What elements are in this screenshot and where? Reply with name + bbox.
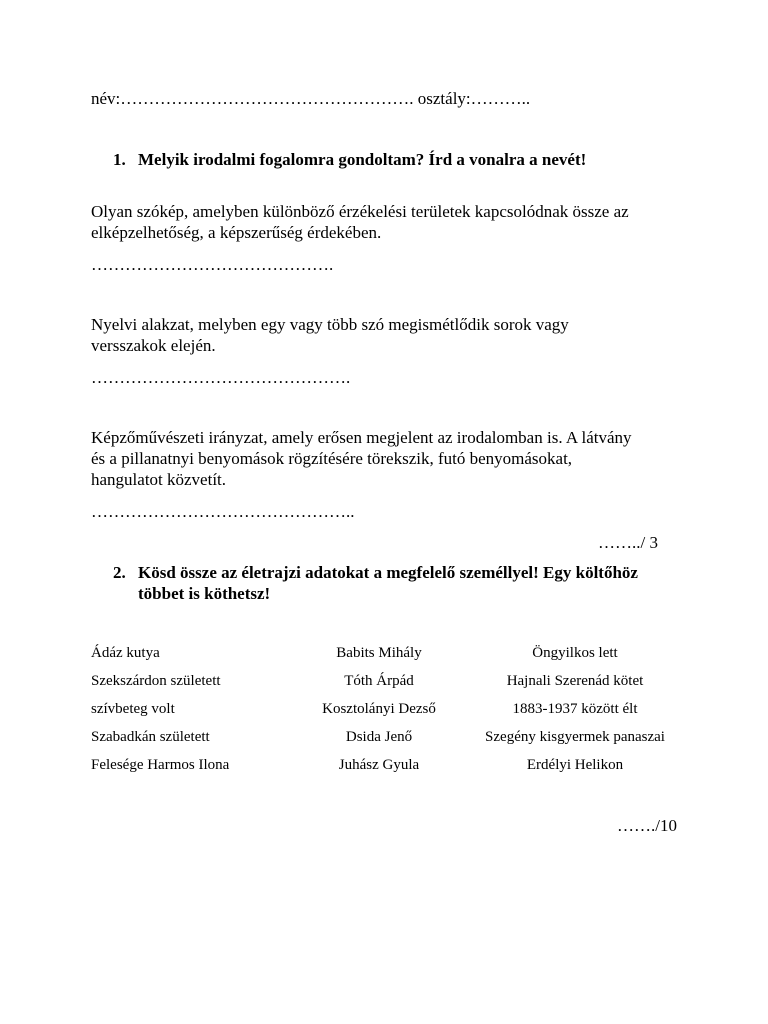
task-1-item-1-answer-line[interactable]: ……………………………………. [91,255,334,274]
name-class-line: név:……………………………………………. osztály:……….. [91,89,531,108]
task-1-item-1-line-1: Olyan szókép, amelyben különböző érzékelési területek kapcsolódnak össze az [91,202,629,221]
fact-item[interactable]: Felesége Harmos Ilona [91,757,230,773]
task-1-title: Melyik irodalmi fogalomra gondoltam? Írd a vonalra a nevét! [138,150,587,169]
task-1-item-3-line-3: hangulatot közvetít. [91,470,227,489]
poet-item[interactable]: Dsida Jenő [345,729,413,745]
task-1-item-2-line-2: versszakok elején. [91,336,216,355]
fact-item[interactable]: szívbeteg volt [91,701,175,717]
task-1-score: ……../ 3 [598,533,658,552]
fact-item[interactable]: Szegény kisgyermek panaszai [485,729,665,745]
task-1-item-2-answer-line[interactable]: ………………………………………. [91,368,351,387]
poet-item[interactable]: Juhász Gyula [338,757,420,773]
fact-item[interactable]: 1883-1937 között élt [512,701,638,717]
fact-item[interactable]: Ádáz kutya [91,645,160,661]
poet-item[interactable]: Tóth Árpád [344,673,414,689]
task-2-score: ……./10 [617,816,677,835]
task-1-item-2-line-1: Nyelvi alakzat, melyben egy vagy több szó megismétlődik sorok vagy [91,315,569,334]
task-2-number: 2. [113,563,126,582]
fact-item[interactable]: Szabadkán született [91,729,210,745]
task-1-number: 1. [113,150,126,169]
poet-item[interactable]: Kosztolányi Dezső [322,701,436,717]
task-1-item-3-line-2: és a pillanatnyi benyomások rögzítésére törekszik, futó benyomásokat, [91,449,573,468]
fact-item[interactable]: Szekszárdon született [91,673,221,689]
fact-item[interactable]: Hajnali Szerenád kötet [506,673,644,689]
fact-item[interactable]: Öngyilkos lett [532,645,618,661]
task-2-title-line-1: Kösd össze az életrajzi adatokat a megfelelő személlyel! Egy költőhöz [138,563,638,582]
task-1-item-3-line-1: Képzőművészeti irányzat, amely erősen megjelent az irodalomban is. A látvány [91,428,632,447]
poet-item[interactable]: Babits Mihály [336,645,422,661]
task-1-item-1-line-2: elképzelhetőség, a képszerűség érdekében. [91,223,382,242]
task-2-title-line-2: többet is köthetsz! [138,584,271,603]
task-1-item-3-answer-line[interactable]: ……………………………………….. [91,502,355,521]
fact-item[interactable]: Erdélyi Helikon [526,757,624,773]
